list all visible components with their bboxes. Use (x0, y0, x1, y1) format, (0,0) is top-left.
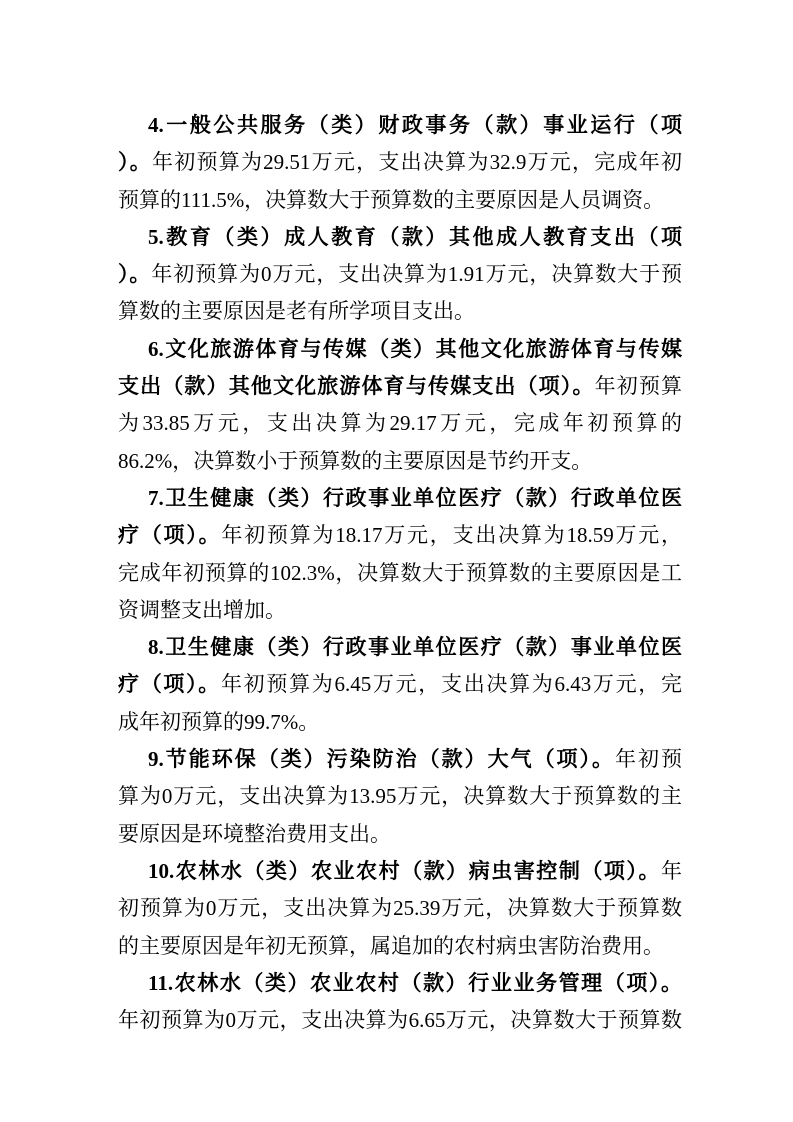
document-page (118, 107, 682, 1039)
text-line (118, 592, 682, 629)
heading-text: 9.节能环保（类）污染防治（款）大气（项）。 (148, 747, 616, 772)
body-text: 初预算为0万元，支出决算为25.39万元，决算数大于预算数 (118, 896, 682, 921)
text-line (118, 219, 682, 256)
body-text: 年初预算为0万元，支出决算为6.65万元，决算数大于预算数 (118, 1008, 682, 1033)
heading-text: 疗（项）。 (118, 523, 222, 548)
text-line (118, 816, 682, 853)
text-line (118, 443, 682, 480)
text-line (118, 144, 682, 181)
body-text: 年初预算为6.45万元，支出决算为6.43万元，完 (220, 672, 682, 697)
paragraph-item-4 (118, 107, 682, 219)
text-line (118, 368, 682, 405)
body-text: 预算的111.5%，决算数大于预算数的主要原因是人员调资。 (118, 187, 665, 212)
text-line (118, 293, 682, 330)
text-line (118, 928, 682, 965)
heading-text: 7.卫生健康（类）行政事业单位医疗（款）行政单位医 (148, 485, 682, 510)
paragraph-item-6 (118, 331, 682, 480)
body-text: 算数的主要原因是老有所学项目支出。 (118, 299, 475, 324)
text-line (118, 517, 682, 554)
body-text: 成年初预算的99.7%。 (118, 709, 320, 734)
text-line (118, 1002, 682, 1039)
text-line (118, 331, 682, 368)
text-line (118, 629, 682, 666)
body-text: 算为0万元，支出决算为13.95万元，决算数大于预算数的主 (118, 784, 682, 809)
heading-text: 疗（项）。 (118, 672, 221, 697)
body-text: 86.2%，决算数小于预算数的主要原因是节约开支。 (118, 448, 593, 473)
paragraph-item-10 (118, 853, 682, 965)
body-text: 年初预算 (594, 374, 682, 399)
heading-text: ）。 (118, 262, 152, 287)
body-text: 的主要原因是年初无预算，属追加的农村病虫害防治费用。 (118, 933, 664, 958)
text-line (118, 405, 682, 442)
paragraph-item-11 (118, 965, 682, 1040)
body-text: 要原因是环境整治费用支出。 (118, 821, 391, 846)
body-text: 年 (661, 858, 682, 883)
heading-text: 6.文化旅游体育与传媒（类）其他文化旅游体育与传媒 (148, 336, 682, 361)
heading-text: 5.教育（类）成人教育（款）其他成人教育支出（项 (148, 224, 682, 249)
text-line (118, 704, 682, 741)
body-text: 年初预算为29.51万元，支出决算为32.9万元，完成年初 (151, 150, 682, 175)
heading-text: 支出（款）其他文化旅游体育与传媒支出（项）。 (118, 374, 595, 399)
text-line (118, 256, 682, 293)
body-text: 年初预算为0万元，支出决算为1.91万元，决算数大于预 (151, 262, 682, 287)
text-line (118, 965, 682, 1002)
text-line (118, 555, 682, 592)
text-line (118, 853, 682, 890)
paragraph-item-5 (118, 219, 682, 331)
heading-text: ）。 (118, 150, 152, 175)
text-line (118, 182, 682, 219)
body-text: 为33.85万元，支出决算为29.17万元，完成年初预算的 (118, 411, 682, 436)
paragraph-item-9 (118, 741, 682, 853)
paragraph-item-8 (118, 629, 682, 741)
body-text: 资调整支出增加。 (118, 597, 286, 622)
paragraph-item-7 (118, 480, 682, 629)
text-line (118, 107, 682, 144)
text-line (118, 741, 682, 778)
text-line (118, 480, 682, 517)
text-line (118, 666, 682, 703)
heading-text: 4.一般公共服务（类）财政事务（款）事业运行（项 (148, 113, 682, 137)
body-text: 年初预 (615, 747, 682, 772)
heading-text: 11.农林水（类）农业农村（款）行业业务管理（项）。 (148, 970, 682, 995)
heading-text: 8.卫生健康（类）行政事业单位医疗（款）事业单位医 (148, 635, 682, 660)
text-line (118, 778, 682, 815)
text-line (118, 890, 682, 927)
body-text: 年初预算为18.17万元，支出决算为18.59万元， (221, 523, 682, 548)
heading-text: 10.农林水（类）农业农村（款）病虫害控制（项）。 (148, 858, 661, 883)
body-text: 完成年初预算的102.3%，决算数大于预算数的主要原因是工 (118, 560, 682, 585)
